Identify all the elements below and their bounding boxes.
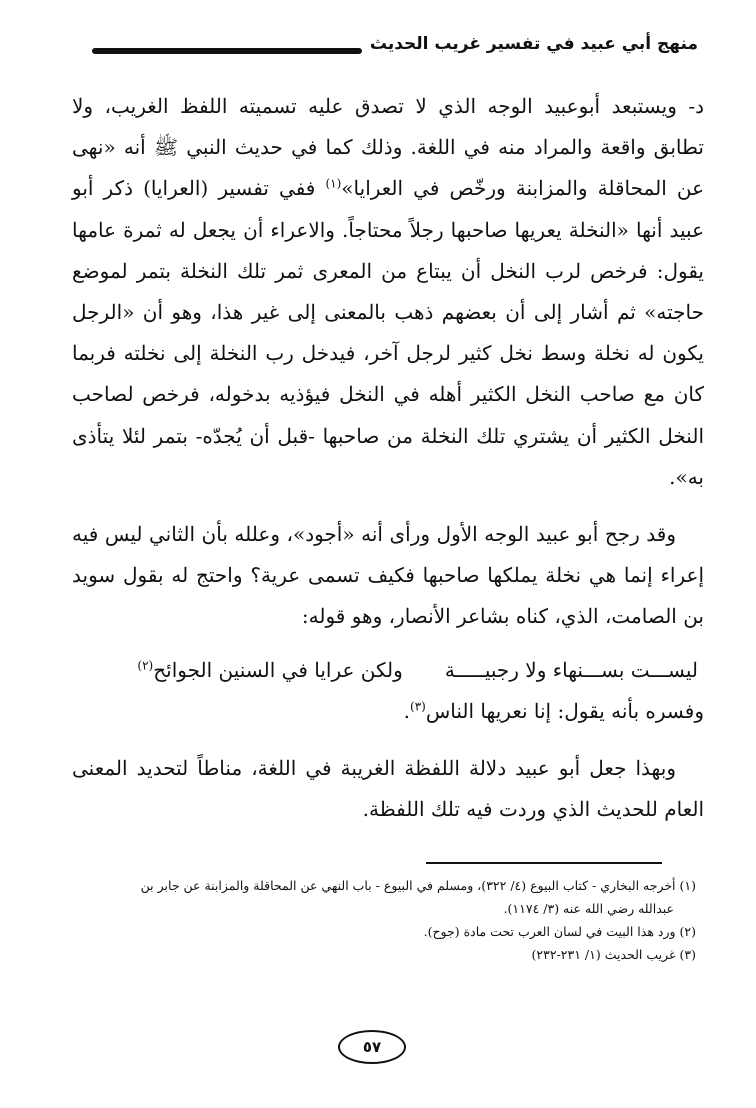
- page-number: ٥٧: [338, 1030, 406, 1064]
- paragraph-d-continuation: ففي تفسير (العرايا) ذكر أبو عبيد أنها «النخلة يعريها صاحبها رجلاً محتاجاً. والاعراء أن يجعل له ثمرة عامها يقول: فرخص لرب النخل أن يبتاع من المعرى ثمر تلك النخلة بتمر لموضع حاجته» ثم أشار إلى أن بعضهم ذهب بالمعنى إلى غير هذا، وهو أن «الرجل يكون له نخلة وسط نخل كثير لرجل آخر، فيدخل رب النخلة إلى نخلته فربما كان مع صاحب النخل الكثير أهله في النخل فيؤذيه بدخوله، فرخص لصاحب النخل الكثير أن يشتري تلك النخلة من صاحبها -قبل أن يُجدّه- بتمر لئلا يتأذى به».: [72, 176, 705, 489]
- footnote-3: (٣) غريب الحديث (١/ ٢٣١-٢٣٢): [531, 947, 696, 962]
- footnote-ref-2: (٢): [137, 657, 154, 672]
- footnote-2: (٢) ورد هذا البيت في لسان العرب تحت مادة (جوح).: [423, 924, 696, 939]
- poem-hemistich-2-wrap: [137, 650, 402, 691]
- poem-hemistich-2: ولكن عرايا في السنين الجوائح: [153, 657, 403, 682]
- paragraph-d: [72, 86, 704, 498]
- paragraph-3: وبهذا جعل أبو عبيد دلالة اللفظة الغريبة في اللغة، مناطاً لتحديد المعنى العام للحديث الذي وردت فيه تلك اللفظة.: [72, 756, 704, 822]
- footnotes: [80, 874, 696, 966]
- header-rule: [92, 48, 362, 54]
- footnote-ref-1: (١): [325, 176, 342, 191]
- main-text: [72, 86, 704, 830]
- poem-hemistich-1: ليســـت بســـنهاء ولا رجبيـــــة: [444, 657, 698, 682]
- footnote-ref-3: (٣): [410, 699, 426, 714]
- paragraph-d-text: د- ويستبعد أبوعبيد الوجه الذي لا تصدق عليه تسميته اللفظ الغريب، ولا تطابق واقعة والمراد منه في اللغة. وذلك كما في حديث النبي ﷺ أنه «نهى عن المحاقلة والمزابنة ورخّص في العرايا»: [72, 94, 704, 201]
- running-header: [92, 30, 698, 70]
- poem-verse: [72, 650, 704, 691]
- paragraph-2: وقد رجح أبو عبيد الوجه الأول ورأى أنه «أجود»، وعلله بأن الثاني ليس فيه إعراء إنما هي نخلة يملكها صاحبها فكيف تسمى عرية؟ واحتج له بقول سويد بن الصامت، الذي، كناه بشاعر الأنصار، وهو قوله:: [72, 522, 704, 629]
- explanation-text: وفسره بأنه يقول: إنا نعريها الناس: [425, 698, 704, 723]
- footnote-1-continuation: عبدالله رضي الله عنه (٣/ ١١٧٤).: [503, 901, 674, 916]
- explanation-line: [72, 691, 704, 732]
- footnote-1: (١) أخرجه البخاري - كتاب البيوع (٤/ ٣٢٢)، ومسلم في البيوع - باب النهي عن المحاقلة والمزابنة عن جابر بن: [140, 878, 696, 893]
- footnote-separator: [426, 862, 662, 864]
- running-header-title: منهج أبي عبيد في تفسير غريب الحديث: [369, 34, 698, 54]
- explanation-end: .: [403, 698, 411, 723]
